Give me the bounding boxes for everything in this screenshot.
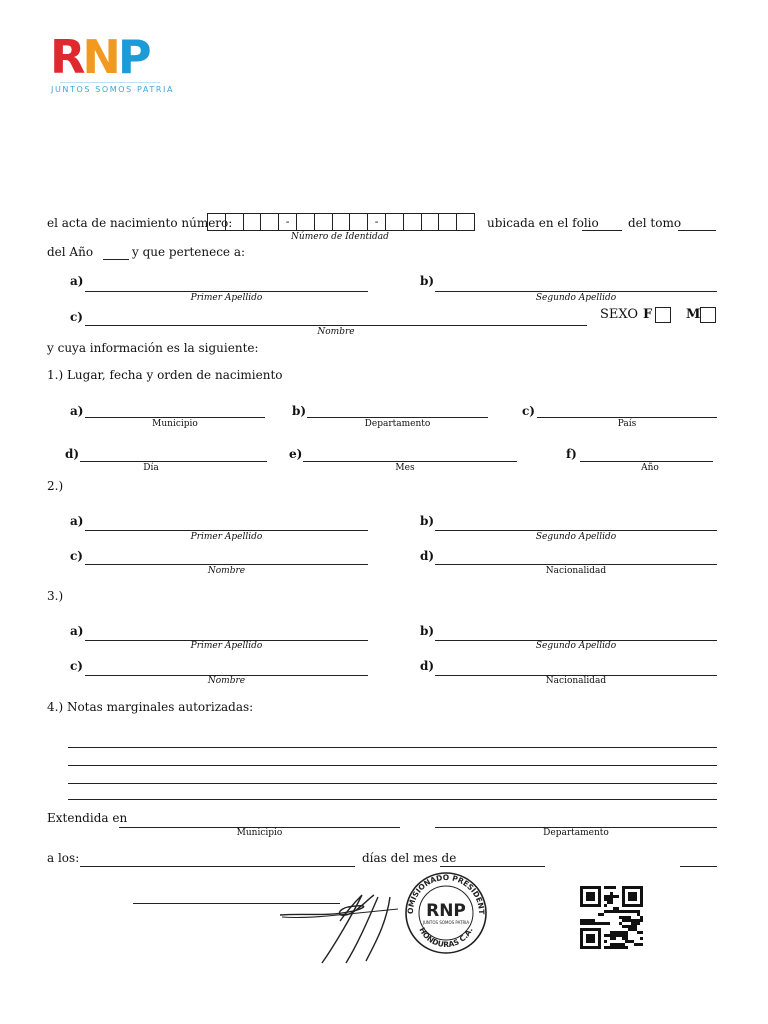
s2-a-caption: Primer Apellido [190,532,263,542]
alos-label: a los: [47,851,80,865]
id-digit-box[interactable] [456,213,475,231]
year-end-field[interactable] [680,866,717,867]
mes-field[interactable] [440,866,545,867]
extendida-municipio-caption: Municipio [236,828,283,838]
extendida-label: Extendida en [47,811,128,825]
s3-a-label: a) [70,624,84,638]
s0-nombre-field[interactable] [85,325,587,326]
s2-c-label: c) [70,549,83,563]
info-label: y cuya información es la siguiente: [47,341,259,355]
s1-c-caption: País [617,419,637,429]
s1-e-label: e) [289,447,303,461]
s1-mes-field[interactable] [303,461,517,462]
s2-nacionalidad-field[interactable] [435,564,717,565]
s2-a-label: a) [70,514,84,528]
notes-line[interactable] [68,783,717,784]
s1-municipio-field[interactable] [85,417,265,418]
stamp-center-text: RNP [426,901,466,921]
s0-b-caption: Segundo Apellido [535,293,617,303]
logo-letters [50,30,149,84]
section1-title: 1.) Lugar, fecha y orden de nacimiento [47,368,283,382]
id-digit-box[interactable] [207,213,225,231]
id-digit-box[interactable] [296,213,314,231]
s2-d-caption: Nacionalidad [545,566,607,576]
year-field[interactable] [103,259,129,260]
s2-b-label: b) [420,514,435,528]
notes-line[interactable] [68,799,717,800]
logo-letter-r: R [50,30,83,84]
handwritten-signature [278,885,418,967]
svg-text:HONDURAS C.A. [417,926,474,949]
sexo-m-label: M [686,307,701,322]
belongs-label: y que pertenece a: [132,245,246,259]
folio-label: ubicada en el folio [487,216,599,230]
id-digit-box[interactable] [385,213,403,231]
s2-segundo-apellido-field[interactable] [435,530,717,531]
section3-title: 3.) [47,589,64,603]
stamp-top-text: OMISIONADO PRESIDENT [405,872,487,915]
s3-a-caption: Primer Apellido [190,641,263,651]
s1-pais-field[interactable] [537,417,717,418]
id-caption: Número de Identidad [291,232,389,242]
s0-segundo-apellido-field[interactable] [435,291,717,292]
sexo-m-checkbox[interactable] [700,307,716,323]
s3-c-caption: Nombre [207,676,246,686]
intro-label: el acta de nacimiento número: [47,216,233,230]
id-digit-box[interactable] [403,213,421,231]
s0-a-caption: Primer Apellido [190,293,263,303]
s3-b-label: b) [420,624,435,638]
s1-d-label: d) [65,447,80,461]
s1-f-label: f) [566,447,577,461]
sexo-label: SEXO [600,307,639,322]
s3-d-label: d) [420,659,435,673]
id-digit-box[interactable] [438,213,456,231]
s0-a-label: a) [70,274,84,288]
s1-d-caption: Día [143,463,159,473]
s1-b-label: b) [292,404,307,418]
year-label: del Año [47,245,94,259]
s0-primer-apellido-field[interactable] [85,291,368,292]
s1-a-label: a) [70,404,84,418]
id-digit-box[interactable] [260,213,278,231]
s2-b-caption: Segundo Apellido [535,532,617,542]
logo-letter-p: P [117,30,149,84]
s1-departamento-field[interactable] [307,417,488,418]
s3-c-label: c) [70,659,83,673]
extendida-departamento-caption: Departamento [543,828,609,838]
s1-b-caption: Departamento [364,419,431,429]
qr-code [580,886,643,949]
s3-d-caption: Nacionalidad [545,676,607,686]
s2-nombre-field[interactable] [85,564,368,565]
notes-line[interactable] [68,747,717,748]
s0-c-caption: Nombre [317,327,355,337]
id-digit-box[interactable] [349,213,367,231]
s2-d-label: d) [420,549,435,563]
s2-c-caption: Nombre [207,566,246,576]
s1-f-caption: Año [641,463,659,473]
s1-dia-field[interactable] [80,461,267,462]
id-digit-box[interactable] [225,213,243,231]
folio-field[interactable] [582,230,622,231]
id-digit-box[interactable] [243,213,261,231]
id-digit-box[interactable] [332,213,350,231]
s1-e-caption: Mes [395,463,415,473]
s0-b-label: b) [420,274,435,288]
notes-line[interactable] [68,765,717,766]
section2-title: 2.) [47,479,64,493]
id-digit-box[interactable] [314,213,332,231]
logo-tagline: JUNTOS SOMOS PATRIA [51,85,175,94]
tomo-label: del tomo [628,216,682,230]
id-separator: - [278,213,296,231]
s0-c-label: c) [70,310,83,324]
tomo-field[interactable] [678,230,716,231]
s1-c-label: c) [522,404,535,418]
logo-divider [60,82,160,83]
logo-letter-n: N [82,30,118,84]
s2-primer-apellido-field[interactable] [85,530,368,531]
stamp-bottom-text: HONDURAS C.A. [417,925,475,950]
stamp-small-text: JUNTOS SOMOS PATRIA [422,920,470,925]
s1-anio-field[interactable] [580,461,713,462]
dias-label: días del mes de [362,851,457,865]
sexo-f-checkbox[interactable] [655,307,671,323]
sexo-f-label: F [643,307,653,322]
id-number-boxes[interactable] [207,213,475,231]
id-digit-box[interactable] [421,213,439,231]
s1-a-caption: Municipio [152,419,198,429]
section4-title: 4.) Notas marginales autorizadas: [47,700,254,714]
s3-b-caption: Segundo Apellido [535,641,617,651]
official-stamp [403,872,489,954]
alos-field[interactable] [80,866,355,867]
id-separator: - [367,213,385,231]
